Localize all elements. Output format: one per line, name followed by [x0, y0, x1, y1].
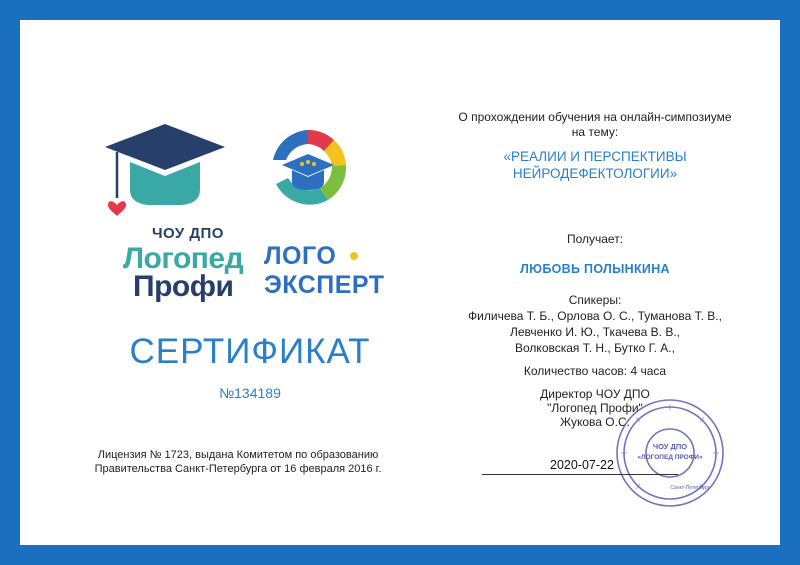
speakers-block: [430, 292, 760, 356]
license-line1: Лицензия № 1723, выдана Комитетом по образованию: [97, 449, 379, 461]
logo1-line3: Профи: [133, 270, 234, 303]
graduation-cap-icon: [100, 120, 230, 230]
speakers-line3: Волковская Т. Н., Бутко Г. А.,: [515, 341, 675, 355]
director-title: Директор ЧОУ ДПО: [540, 387, 650, 401]
intro-line1: О прохождении обучения на онлайн-симпозиуме: [458, 110, 732, 124]
stamp-center-line2: «ЛОГОПЕД ПРОФИ»: [637, 454, 703, 461]
logo2-line1: ЛОГО: [264, 242, 337, 270]
logo2-line2: ЭКСПЕРТ: [264, 271, 385, 299]
official-stamp: [614, 397, 726, 509]
logo2-dot: [350, 252, 358, 260]
director-org: "Логопед Профи": [547, 401, 643, 415]
stamp-city: Санкт-Петербург: [670, 485, 710, 491]
license-text: [93, 448, 383, 476]
topic-line2: НЕЙРОДЕФЕКТОЛОГИИ»: [512, 166, 678, 181]
certificate-number: №134189: [219, 385, 281, 401]
certificate-sheet: [20, 20, 780, 545]
certificate-title: СЕРТИФИКАТ: [129, 332, 371, 371]
speakers-line1: Филичева Т. Б., Орлова О. С., Туманова Т. В.,: [468, 309, 722, 323]
hours-text: Количество часов: 4 часа: [523, 364, 667, 378]
speakers-label: Спикеры:: [568, 293, 622, 307]
topic-text: [430, 148, 760, 182]
issue-date: 2020-07-22: [550, 458, 614, 472]
intro-text: [430, 110, 760, 140]
license-line2: Правительства Санкт-Петербурга от 16 февраля 2016 г.: [94, 463, 382, 475]
heart-icon: [108, 201, 126, 216]
director-name: Жукова О.С.: [560, 415, 630, 429]
intro-line2: на тему:: [571, 125, 619, 139]
recipient-label: Получает:: [566, 232, 624, 246]
logo-expert-emblem-icon: [258, 120, 358, 220]
logo1-line1: ЧОУ ДПО: [152, 225, 224, 242]
speakers-line2: Левченко И. Ю., Ткачева В. В.,: [510, 325, 680, 339]
topic-line1: «РЕАЛИИ И ПЕРСПЕКТИВЫ: [503, 149, 687, 164]
logo1-line2: Логопед: [123, 242, 244, 275]
recipient-name: ЛЮБОВЬ ПОЛЫНКИНА: [520, 261, 670, 277]
signature-line: [482, 474, 678, 475]
stamp-center-line1: ЧОУ ДПО: [652, 442, 688, 451]
